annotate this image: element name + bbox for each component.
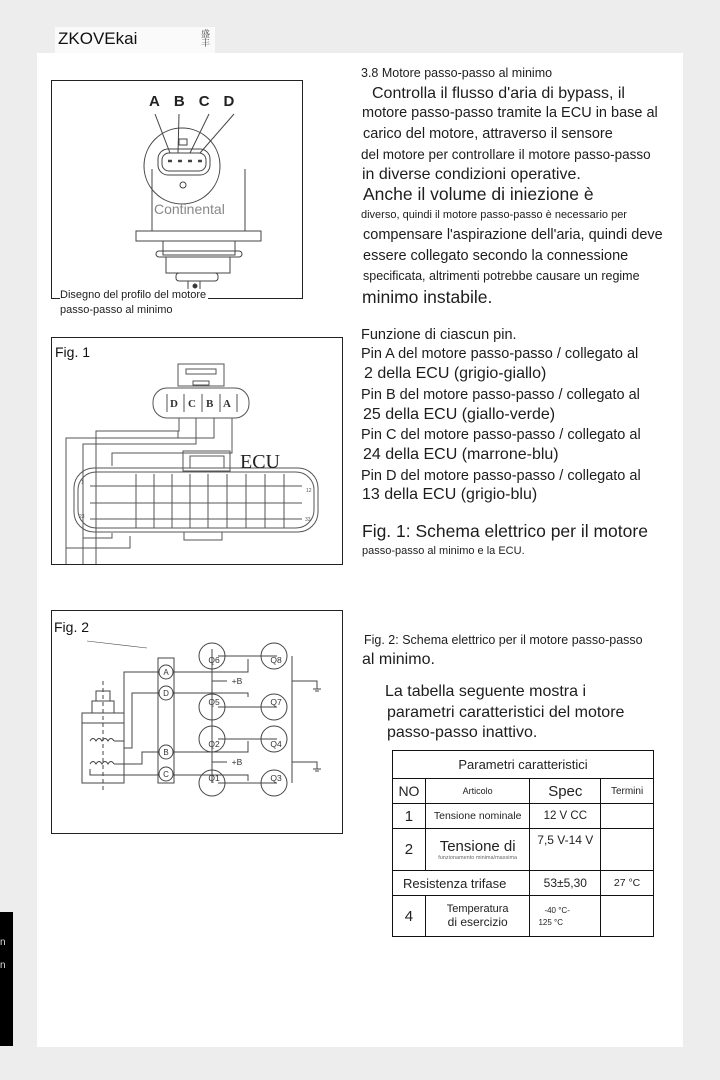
fig2-stepper-circuit xyxy=(51,610,343,834)
row-item-line1: Temperatura xyxy=(446,903,509,915)
svg-text:1: 1 xyxy=(81,480,84,486)
row-item-sub: funzionamento minima/massima xyxy=(438,854,518,861)
paragraph-line: diverso, quindi il motore passo-passo è necessario per xyxy=(361,209,627,221)
svg-text:Q3: Q3 xyxy=(270,773,282,783)
pin-c-line1: Pin C del motore passo-passo / collegato al xyxy=(361,427,641,443)
stepper-motor-profile-drawing xyxy=(52,81,302,298)
pin-d-line1: Pin D del motore passo-passo / collegato al xyxy=(361,468,641,484)
connector-pin-d: D xyxy=(170,398,178,410)
pin-c-line2: 24 della ECU (marrone-blu) xyxy=(363,446,559,463)
pin-b-line2: 25 della ECU (giallo-verde) xyxy=(363,406,556,423)
row-item-main: Tensione di xyxy=(439,837,516,855)
row-item: Tensione nominale xyxy=(425,804,530,829)
connector-pin-a: A xyxy=(223,398,231,410)
fig2-label: Fig. 2 xyxy=(54,619,90,635)
pin-label-c: C xyxy=(198,93,224,110)
row-no: 1 xyxy=(393,804,426,829)
row-no: 4 xyxy=(393,896,426,937)
paragraph-line: specificata, altrimenti potrebbe causare un regime xyxy=(363,269,640,283)
paragraph-line: Anche il volume di iniezione è xyxy=(363,184,594,204)
row-item: Resistenza trifase xyxy=(393,871,530,896)
row-terms xyxy=(601,896,654,937)
paragraph-line: carico del motore, attraverso il sensore xyxy=(363,126,613,142)
continental-label: Continental xyxy=(154,201,225,217)
paragraph-line: minimo instabile. xyxy=(362,287,493,307)
row-no: 2 xyxy=(393,829,426,871)
transistor-bridge-schematic xyxy=(52,611,342,833)
row-terms xyxy=(601,829,654,871)
section-title: 3.8 Motore passo-passo al minimo xyxy=(361,66,553,80)
svg-text:Q1: Q1 xyxy=(208,773,220,783)
terminal-b: B xyxy=(163,748,169,757)
tab-mark: n xyxy=(0,960,6,971)
connector-pin-b: B xyxy=(206,398,214,410)
table-intro-line: parametri caratteristici del motore xyxy=(387,704,625,721)
header-termini: Termini xyxy=(601,779,654,804)
svg-text:23: 23 xyxy=(79,514,85,520)
table-intro-line: passo-passo inattivo. xyxy=(387,724,538,741)
row-spec-line2: 125 °C xyxy=(538,917,563,927)
svg-text:Q8: Q8 xyxy=(270,655,282,665)
brand-logo-text: ZKOVEkai xyxy=(58,29,138,48)
svg-text:Q7: Q7 xyxy=(270,697,282,707)
header-articolo: Articolo xyxy=(425,779,530,804)
profile-caption-line2: passo-passo al minimo xyxy=(60,304,173,316)
pin-labels xyxy=(149,93,248,110)
table-row xyxy=(393,871,654,896)
svg-text:+B: +B xyxy=(231,757,243,767)
row-spec-line1: -40 °C- xyxy=(544,905,570,915)
row-spec: 7,5 V-14 V xyxy=(530,829,601,871)
svg-text:33: 33 xyxy=(305,517,311,523)
row-terms xyxy=(601,804,654,829)
row-item-line2: di esercizio xyxy=(447,915,508,929)
paragraph-line: compensare l'aspirazione dell'aria, quindi deve xyxy=(363,227,663,243)
row-spec: 12 V CC xyxy=(530,804,601,829)
pins-heading: Funzione di ciascun pin. xyxy=(361,327,517,343)
row-spec: 53±5,30 xyxy=(530,871,601,896)
pin-label-b: B xyxy=(173,93,199,110)
parameters-table xyxy=(392,750,654,937)
svg-text:Q5: Q5 xyxy=(208,697,220,707)
paragraph-line: essere collegato secondo la connessione xyxy=(363,248,629,264)
svg-text:Q4: Q4 xyxy=(270,739,282,749)
paragraph-line: del motore per controllare il motore passo-passo xyxy=(361,147,651,162)
terminal-a: A xyxy=(163,668,169,677)
svg-text:+B: +B xyxy=(231,676,243,686)
pin-b-line1: Pin B del motore passo-passo / collegato al xyxy=(361,387,640,403)
table-row xyxy=(393,804,654,829)
pin-a-line1: Pin A del motore passo-passo / collegato al xyxy=(361,346,639,362)
ecu-connector-schematic xyxy=(52,338,342,564)
profile-figure xyxy=(51,80,303,299)
side-glyph: 盛丰 xyxy=(201,29,211,48)
row-terms: 27 °C xyxy=(601,871,654,896)
connector-pin-c: C xyxy=(188,398,196,410)
pin-d-line2: 13 della ECU (grigio-blu) xyxy=(362,486,538,503)
pin-label-a: A xyxy=(149,93,174,110)
paragraph-line: Controlla il flusso d'aria di bypass, il xyxy=(372,85,625,102)
table-title: Parametri caratteristici xyxy=(393,751,654,779)
profile-caption-line1: Disegno del profilo del motore xyxy=(60,289,207,301)
paragraph-line: in diverse condizioni operative. xyxy=(362,166,581,183)
row-spec xyxy=(530,896,601,937)
row-item xyxy=(425,896,530,937)
pin-a-line2: 2 della ECU (grigio-giallo) xyxy=(364,365,547,382)
svg-text:Q6: Q6 xyxy=(208,655,220,665)
header-no: NO xyxy=(393,779,426,804)
terminal-d: D xyxy=(163,689,169,698)
ecu-label: ECU xyxy=(240,451,280,473)
fig1-caption-line2: passo-passo al minimo e la ECU. xyxy=(362,545,525,557)
pin-label-d: D xyxy=(223,93,249,110)
svg-text:Q2: Q2 xyxy=(208,739,220,749)
fig2-caption-line2: al minimo. xyxy=(362,651,435,668)
left-edge-tab xyxy=(0,912,13,1046)
table-row xyxy=(393,896,654,937)
fig1-caption-line1: Fig. 1: Schema elettrico per il motore xyxy=(362,521,648,541)
header-spec: Spec xyxy=(530,779,601,804)
fig2-caption-line1: Fig. 2: Schema elettrico per il motore passo-passo xyxy=(364,633,643,647)
fig1-wiring-diagram xyxy=(51,337,343,565)
table-intro-line: La tabella seguente mostra i xyxy=(385,683,587,700)
table-row xyxy=(393,829,654,871)
terminal-c: C xyxy=(163,770,169,779)
fig1-label: Fig. 1 xyxy=(55,344,91,360)
tab-mark: n xyxy=(0,937,6,948)
row-item xyxy=(425,829,530,871)
paragraph-line: motore passo-passo tramite la ECU in base al xyxy=(362,105,658,121)
svg-text:12: 12 xyxy=(306,488,312,494)
